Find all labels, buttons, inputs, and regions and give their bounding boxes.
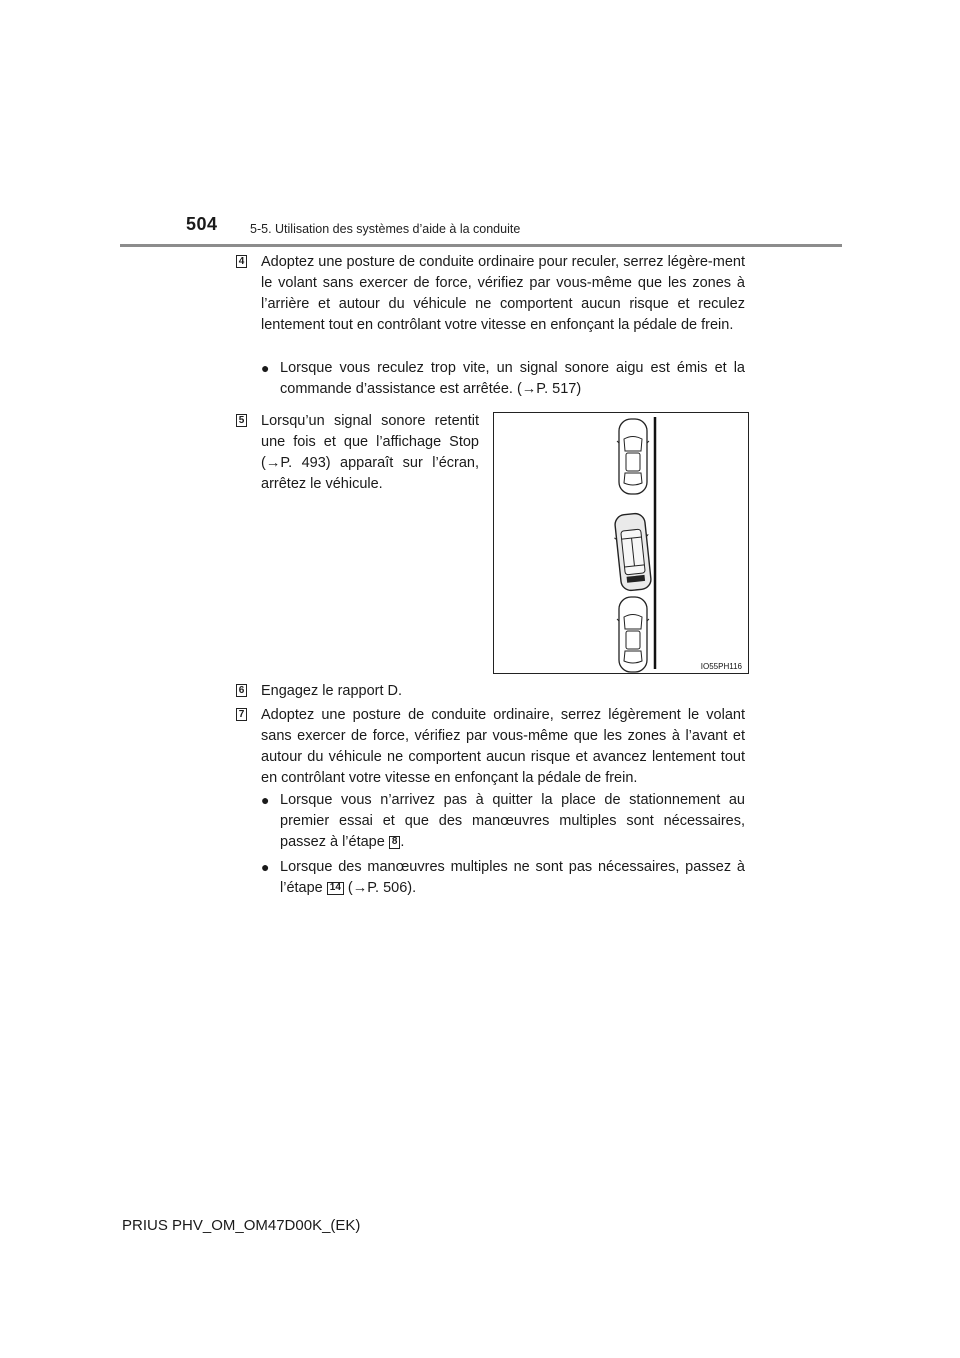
parking-diagram — [494, 413, 748, 673]
step-7-bullet-2-text — [280, 857, 745, 899]
moving-car-icon — [612, 512, 654, 591]
step-badge-7: 7 — [236, 708, 247, 721]
step-ref-8: 8 — [389, 836, 401, 849]
parked-car-top-icon — [617, 419, 649, 494]
step-badge-6: 6 — [236, 684, 247, 697]
header-rule — [120, 244, 842, 247]
section-title: 5-5. Utilisation des systèmes d’aide à la conduite — [250, 222, 521, 236]
step-4-text: Adoptez une posture de conduite ordinaire pour reculer, serrez légère-ment le volant sans exercer de force, vérifiez par vous-même que les zones à l’arrière et autour du véhicule ne comportent aucun risque et reculez lentement tout en contrôlant votre vitesse en enfonçant la pédale de frein. — [261, 254, 745, 333]
step-4-bullet-text: Lorsque vous reculez trop vite, un signal sonore aigu est émis et la commande d’assistance est arrêtée. (→P. 517) — [280, 360, 745, 397]
bullet-1-text-end: . — [400, 834, 405, 850]
step-badge-4: 4 — [236, 255, 247, 268]
bullet-2-text-end: (→P. 506). — [347, 880, 417, 896]
step-ref-14: 14 — [327, 882, 344, 895]
page-number: 504 — [186, 214, 218, 234]
bullet-icon: ● — [261, 859, 270, 875]
step-5-text: Lorsqu’un signal sonore retentit une fois et que l’affichage Stop (→P. 493) apparaît sur l’écran, arrêtez le véhicule. — [261, 413, 479, 492]
parking-illustration — [493, 412, 749, 674]
bullet-icon: ● — [261, 360, 270, 376]
parked-car-bottom-icon — [617, 597, 649, 672]
step-7-bullet-1 — [261, 790, 745, 853]
figure-code: IO55PH116 — [700, 662, 742, 671]
bullet-2-text: Lorsque des manœuvres multiples ne sont pas nécessaires, passez à l’étape — [280, 859, 745, 896]
step-7-text: Adoptez une posture de conduite ordinaire, serrez légèrement le volant sans exercer de force, vérifiez par vous-même que les zones à l’avant et autour du véhicule ne comportent aucun risque et avancez lentement tout en contrôlant votre vitesse en enfonçant la pédale de frein. — [261, 707, 745, 786]
step-7-bullet-1-text — [280, 790, 745, 853]
bullet-1-text: Lorsque vous n’arrivez pas à quitter la place de stationnement au premier essai et que des manœuvres multiples sont nécessaires, passez à l’étape — [280, 792, 745, 850]
document-footer: PRIUS PHV_OM_OM47D00K_(EK) — [122, 1217, 361, 1234]
step-6-text: Engagez le rapport D. — [261, 683, 403, 699]
bullet-icon: ● — [261, 792, 270, 808]
step-7-bullet-2 — [261, 857, 745, 899]
step-4-bullet — [261, 358, 745, 400]
step-badge-5: 5 — [236, 414, 247, 427]
